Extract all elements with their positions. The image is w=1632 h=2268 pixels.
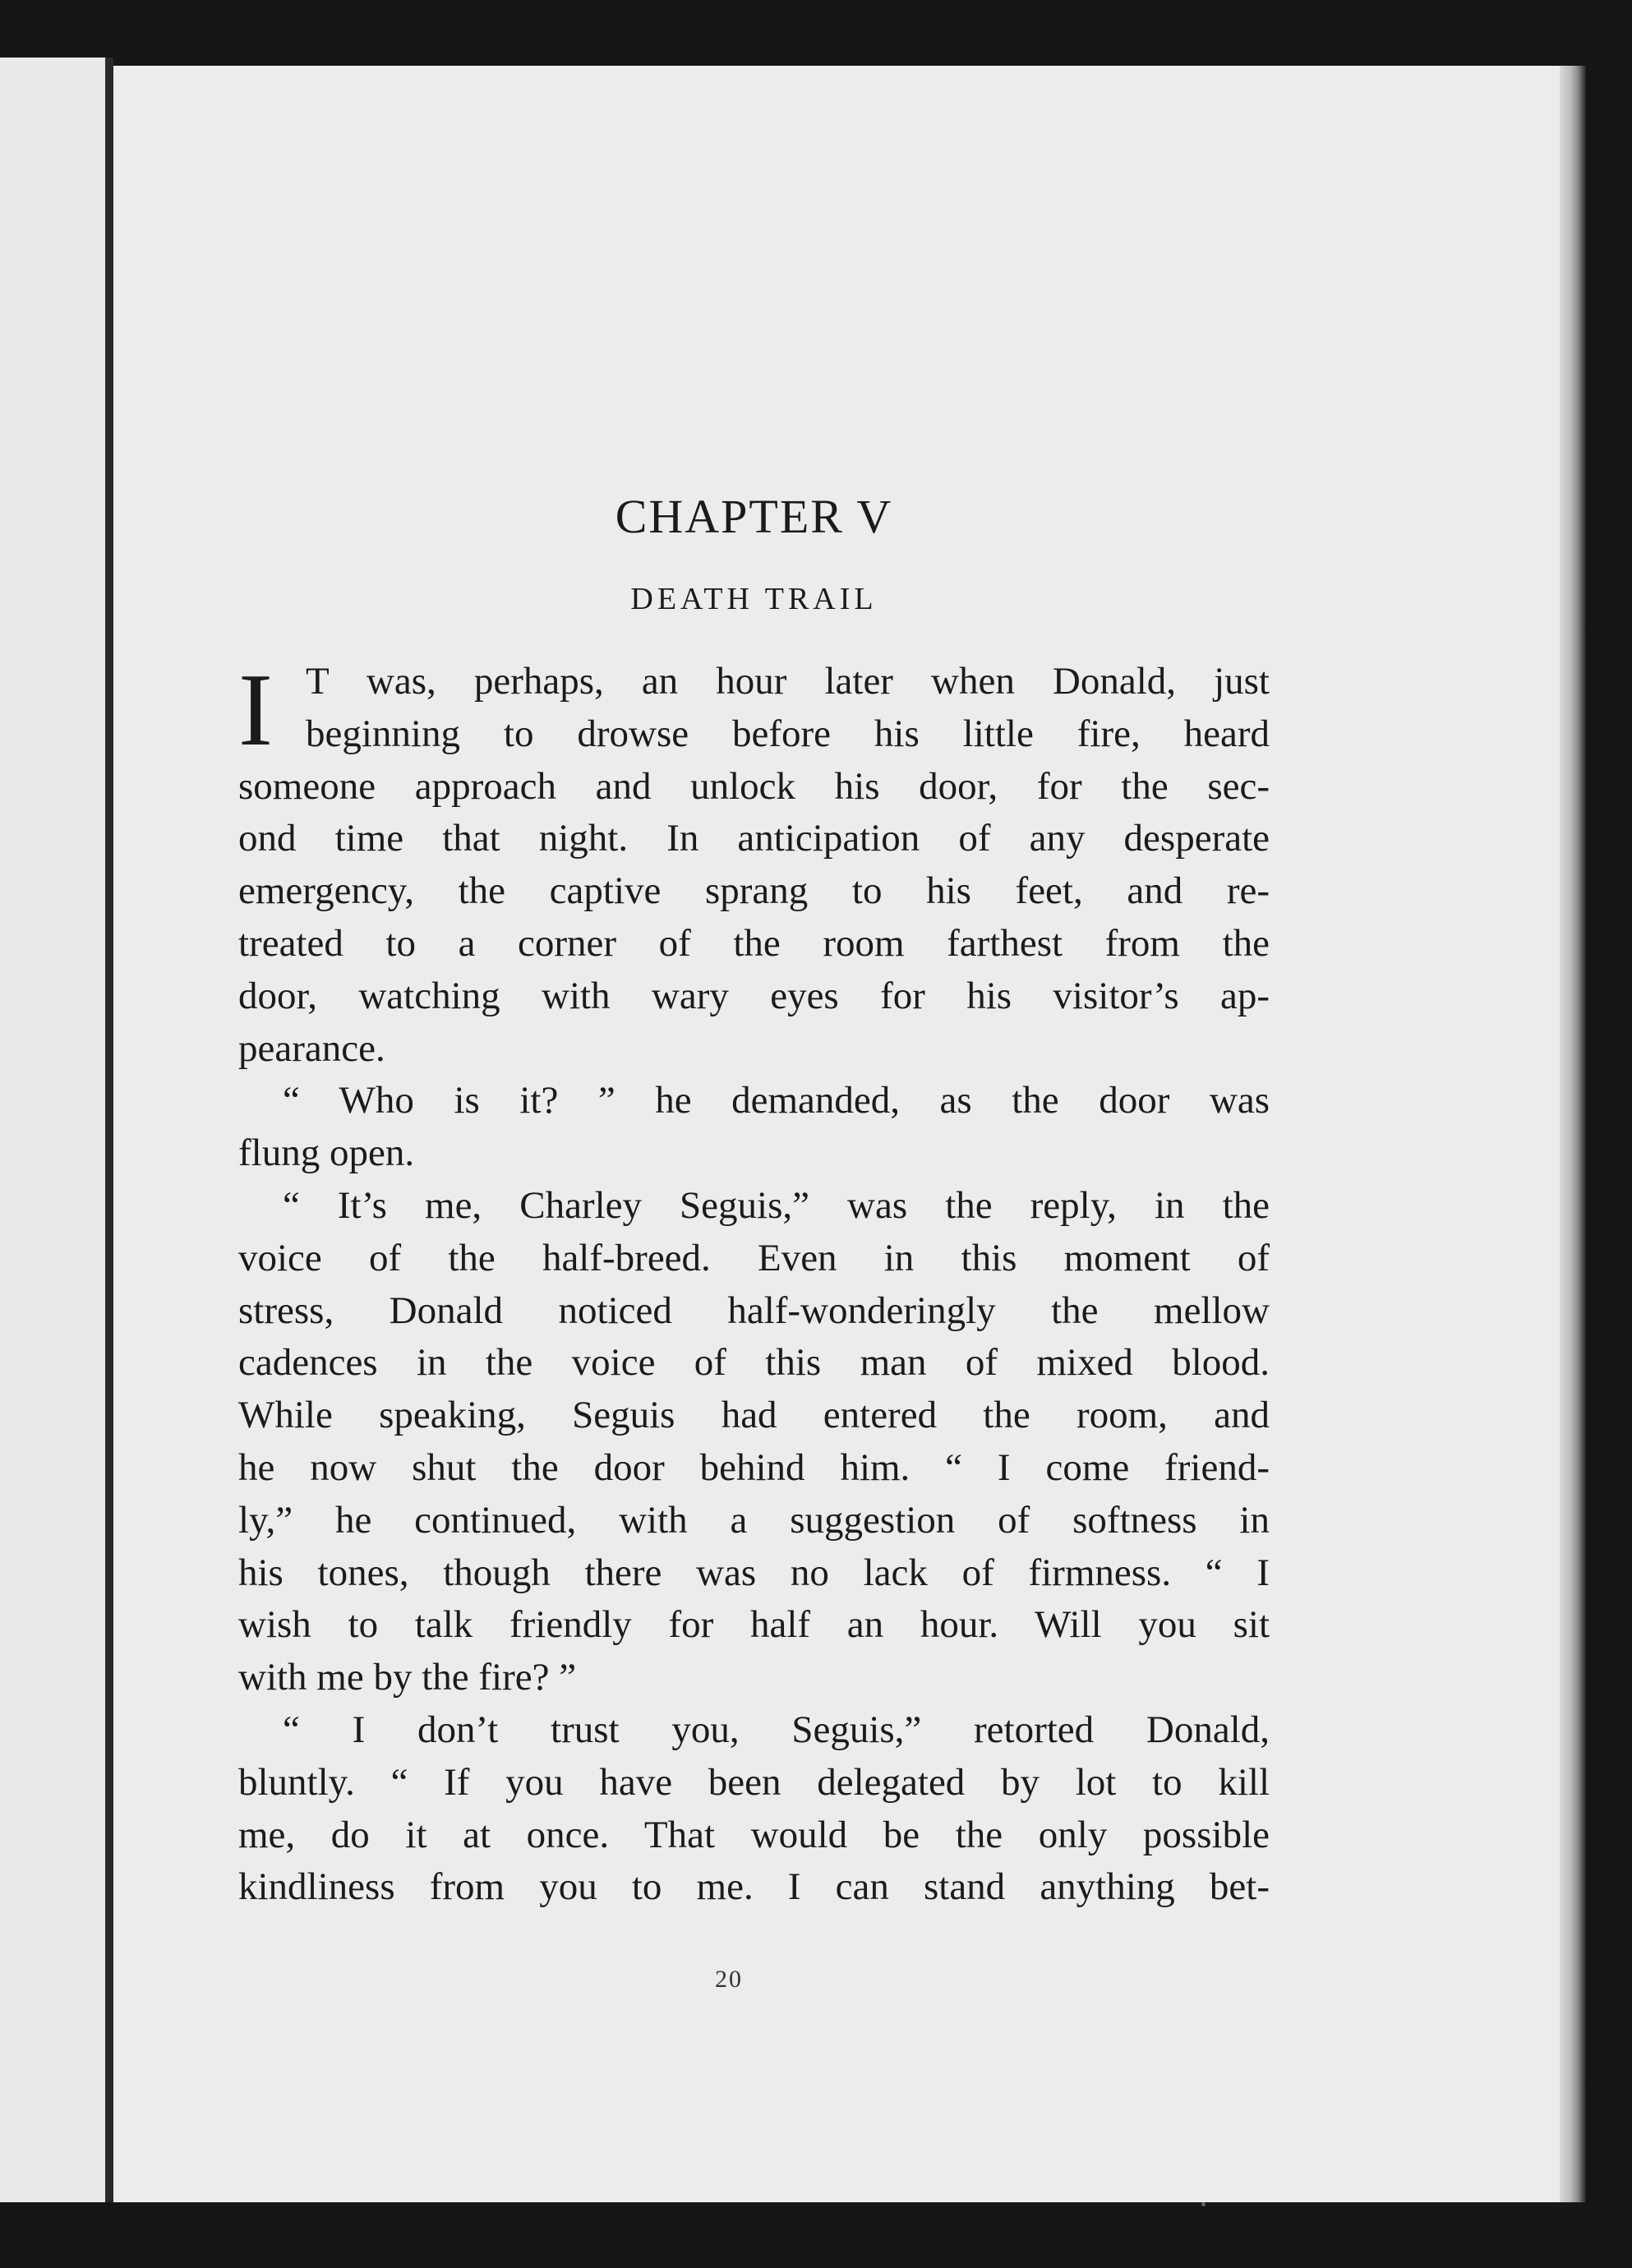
- text-line: beginning to drowse before his little fire, heard: [306, 712, 1270, 755]
- paragraph: [238, 1075, 1270, 1180]
- text-line: voice of the half-breed. Even in this moment of: [238, 1236, 1270, 1279]
- text-line: me, do it at once. That would be the only possible: [238, 1813, 1270, 1856]
- text-line: pearance.: [238, 1026, 385, 1070]
- text-line: cadences in the voice of this man of mixed blood.: [238, 1341, 1270, 1385]
- text-line: While speaking, Seguis had entered the room, and: [238, 1394, 1270, 1437]
- text-line: stress, Donald noticed half-wonderingly the mellow: [238, 1288, 1270, 1332]
- text-line: his tones, though there was no lack of firmness. “ I: [238, 1551, 1270, 1594]
- book-spine: [105, 58, 113, 2202]
- page-number: 20: [715, 1966, 743, 1993]
- text-line: flung open.: [238, 1132, 415, 1175]
- facing-page-margin: [0, 58, 108, 2202]
- paragraph: [238, 1704, 1270, 1914]
- text-line: T was, perhaps, an hour later when Donald, just: [306, 660, 1270, 703]
- chapter-subtitle: DEATH TRAIL: [630, 582, 878, 616]
- text-line: with me by the fire? ”: [238, 1656, 577, 1699]
- drop-cap: I: [238, 653, 273, 768]
- page-edge: [1560, 66, 1586, 2202]
- text-line: ond time that night. In anticipation of any desperate: [238, 817, 1270, 860]
- text-line: wish to talk friendly for half an hour. Will you sit: [238, 1603, 1270, 1647]
- text-line: kindliness from you to me. I can stand anything bet-: [238, 1865, 1270, 1909]
- text-line: treated to a corner of the room farthest from the: [238, 921, 1270, 965]
- text-line: bluntly. “ If you have been delegated by lot to kill: [238, 1760, 1270, 1804]
- text-line: he now shut the door behind him. “ I come friend-: [238, 1445, 1270, 1489]
- text-line: ly,” he continued, with a suggestion of softness in: [238, 1498, 1270, 1542]
- first-paragraph: [238, 653, 1270, 1075]
- text-line: someone approach and unlock his door, for the sec-: [238, 764, 1270, 808]
- text-line: emergency, the captive sprang to his feet, and re-: [238, 869, 1270, 913]
- text-line: door, watching with wary eyes for his visitor’s ap-: [238, 974, 1270, 1017]
- paragraph: [238, 1180, 1270, 1704]
- text-line: “ Who is it? ” he demanded, as the door was: [283, 1079, 1270, 1122]
- scan-speck: [1201, 2202, 1206, 2206]
- chapter-title: CHAPTER V: [615, 490, 893, 543]
- scan-bottom-border: [113, 2202, 1586, 2268]
- text-line: “ It’s me, Charley Seguis,” was the reply, in the: [283, 1183, 1270, 1227]
- text-line: “ I don’t trust you, Seguis,” retorted Donald,: [283, 1708, 1270, 1751]
- page-text: [238, 490, 1270, 1914]
